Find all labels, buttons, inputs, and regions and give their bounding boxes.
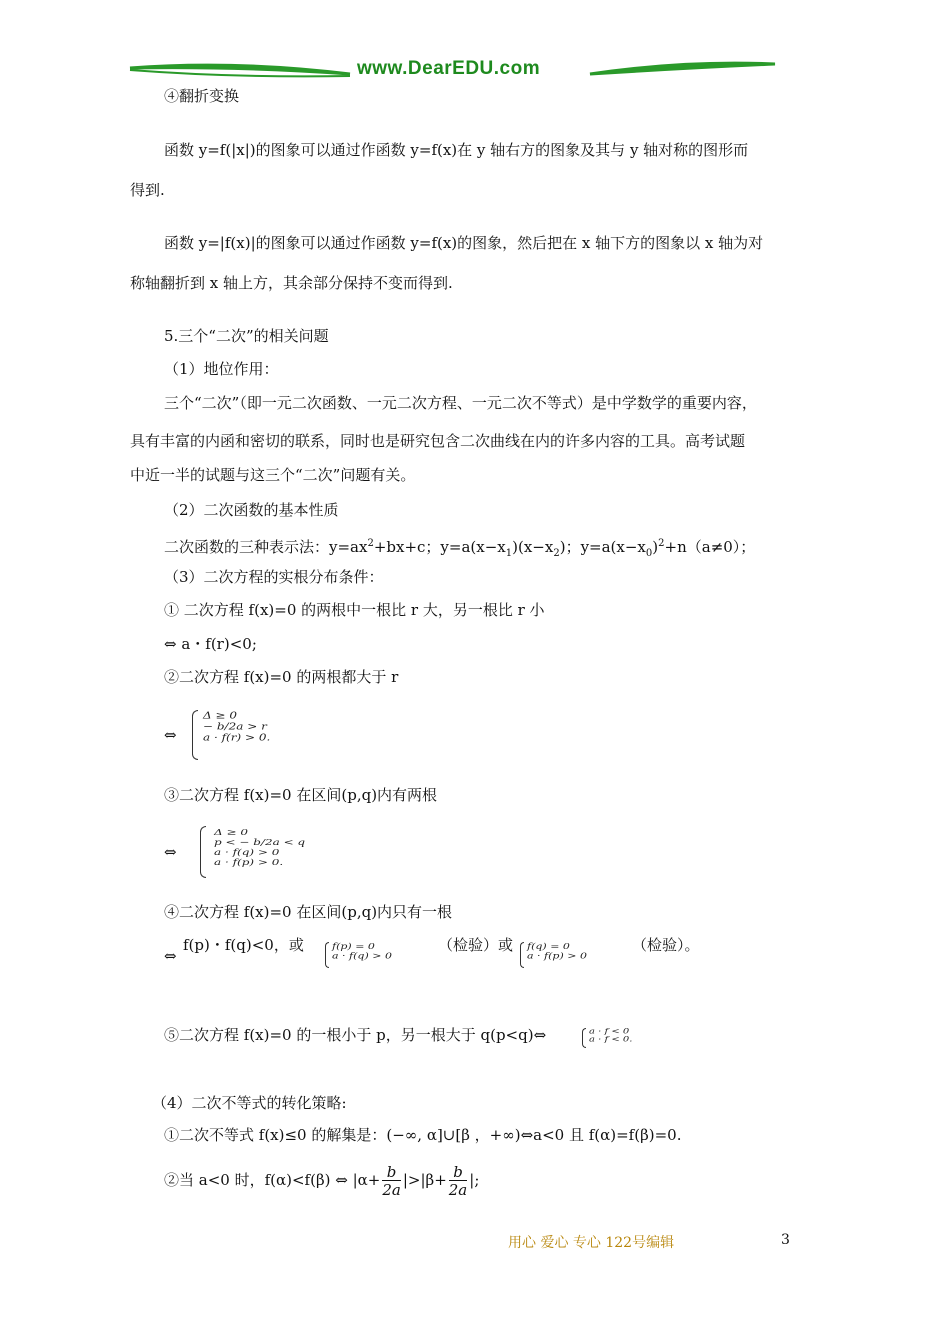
paragraph-line: 函数 y=|f(x)|的图象可以通过作函数 y=f(x)的图象，然后把在 x 轴下方的图象以 x 轴为对 — [164, 234, 764, 252]
system-condition-4a: f(p) = 0 a · f(q) > 0 — [332, 941, 392, 961]
condition-2: ②二次方程 f(x)=0 的两根都大于 r — [164, 668, 399, 686]
brace — [582, 1028, 586, 1048]
inequality-2: ②当 a<0 时，f(α)<f(β) ⇔ |α+ $\frac{b}{2a}$ |>|β+ $\frac{b}{2a}$ |; — [164, 1162, 480, 1199]
brace — [192, 710, 198, 760]
condition-4: ④二次方程 f(x)=0 在区间(p,q)内只有一根 — [164, 903, 453, 921]
condition-3: ③二次方程 f(x)=0 在区间(p,q)内有两根 — [164, 786, 438, 804]
paragraph-line: 得到. — [130, 181, 165, 199]
paragraph-line: 中近一半的试题与这三个“二次”问题有关。 — [130, 466, 416, 484]
fraction-b-over-2a: $\frac{b}{2a}$ — [382, 1162, 401, 1199]
system-condition-2: Δ ≥ 0 − b/2a > r a · f(r) > 0. — [203, 710, 271, 743]
paragraph-line: 称轴翻折到 x 轴上方，其余部分保持不变而得到. — [130, 274, 453, 292]
subsection-heading: （4）二次不等式的转化策略: — [152, 1094, 347, 1112]
condition-4-product: f(p)・f(q)<0，或 — [183, 936, 304, 954]
subsection-heading: （2）二次函数的基本性质 — [164, 501, 339, 519]
condition-1: ① 二次方程 f(x)=0 的两根中一根比 r 大，另一根比 r 小 — [164, 601, 545, 619]
check-note: （检验）。 — [632, 936, 700, 954]
iff-symbol: ⇔ — [164, 843, 177, 861]
section-heading: 5.三个“二次”的相关问题 — [164, 327, 329, 345]
paragraph-line: 具有丰富的内函和密切的联系，同时也是研究包含二次曲线在内的许多内容的工具。高考试题 — [130, 432, 746, 450]
paragraph-line: 函数 y=f(|x|)的图象可以通过作函数 y=f(x)在 y 轴右方的图象及其与 y 轴对称的图形而 — [164, 141, 749, 159]
site-brand: www.DearEDU.com — [357, 58, 541, 79]
inequality-1: ①二次不等式 f(x)≤0 的解集是：(−∞, α]∪[β ，+∞)⇔a<0 且 f(α)=f(β)=0. — [164, 1126, 682, 1144]
paragraph-line: 三个“二次”（即一元二次函数、一元二次方程、一元二次不等式）是中学数学的重要内容， — [164, 394, 757, 412]
section-fold-title: ④翻折变换 — [164, 87, 240, 105]
system-condition-3: Δ ≥ 0 p < − b/2a < q a · f(q) > 0 a · f(p) > 0. — [214, 827, 306, 868]
iff-symbol: ⇔ — [164, 947, 177, 965]
brace — [520, 942, 524, 968]
system-condition-4b: f(q) = 0 a · f(p) > 0 — [527, 941, 587, 961]
footer-note: 用心 爱心 专心 122号编辑 — [508, 1235, 675, 1251]
check-note: （检验）或 — [438, 936, 514, 954]
fraction-b-over-2a: $\frac{b}{2a}$ — [448, 1162, 468, 1199]
condition-1-result: ⇔ a・f(r)<0; — [164, 635, 257, 653]
brace — [200, 826, 206, 878]
subsection-heading: （3）二次方程的实根分布条件： — [164, 568, 384, 586]
subsection-heading: （1）地位作用： — [164, 360, 279, 378]
iff-symbol: ⇔ — [164, 726, 177, 744]
quadratic-forms-line: 二次函数的三种表示法：$y=ax^2+bx+c$；$y=a(x-x_1)(x-x_2)$；$y=a(x-x_0)^2+n(a\ne 0)$； — [164, 538, 756, 559]
system-condition-5: a · f < 0 a · f < 0. — [589, 1027, 633, 1044]
page-number: 3 — [781, 1232, 790, 1248]
condition-5: ⑤二次方程 f(x)=0 的一根小于 p，另一根大于 q(p<q)⇔ — [164, 1026, 547, 1044]
brace — [325, 942, 329, 968]
